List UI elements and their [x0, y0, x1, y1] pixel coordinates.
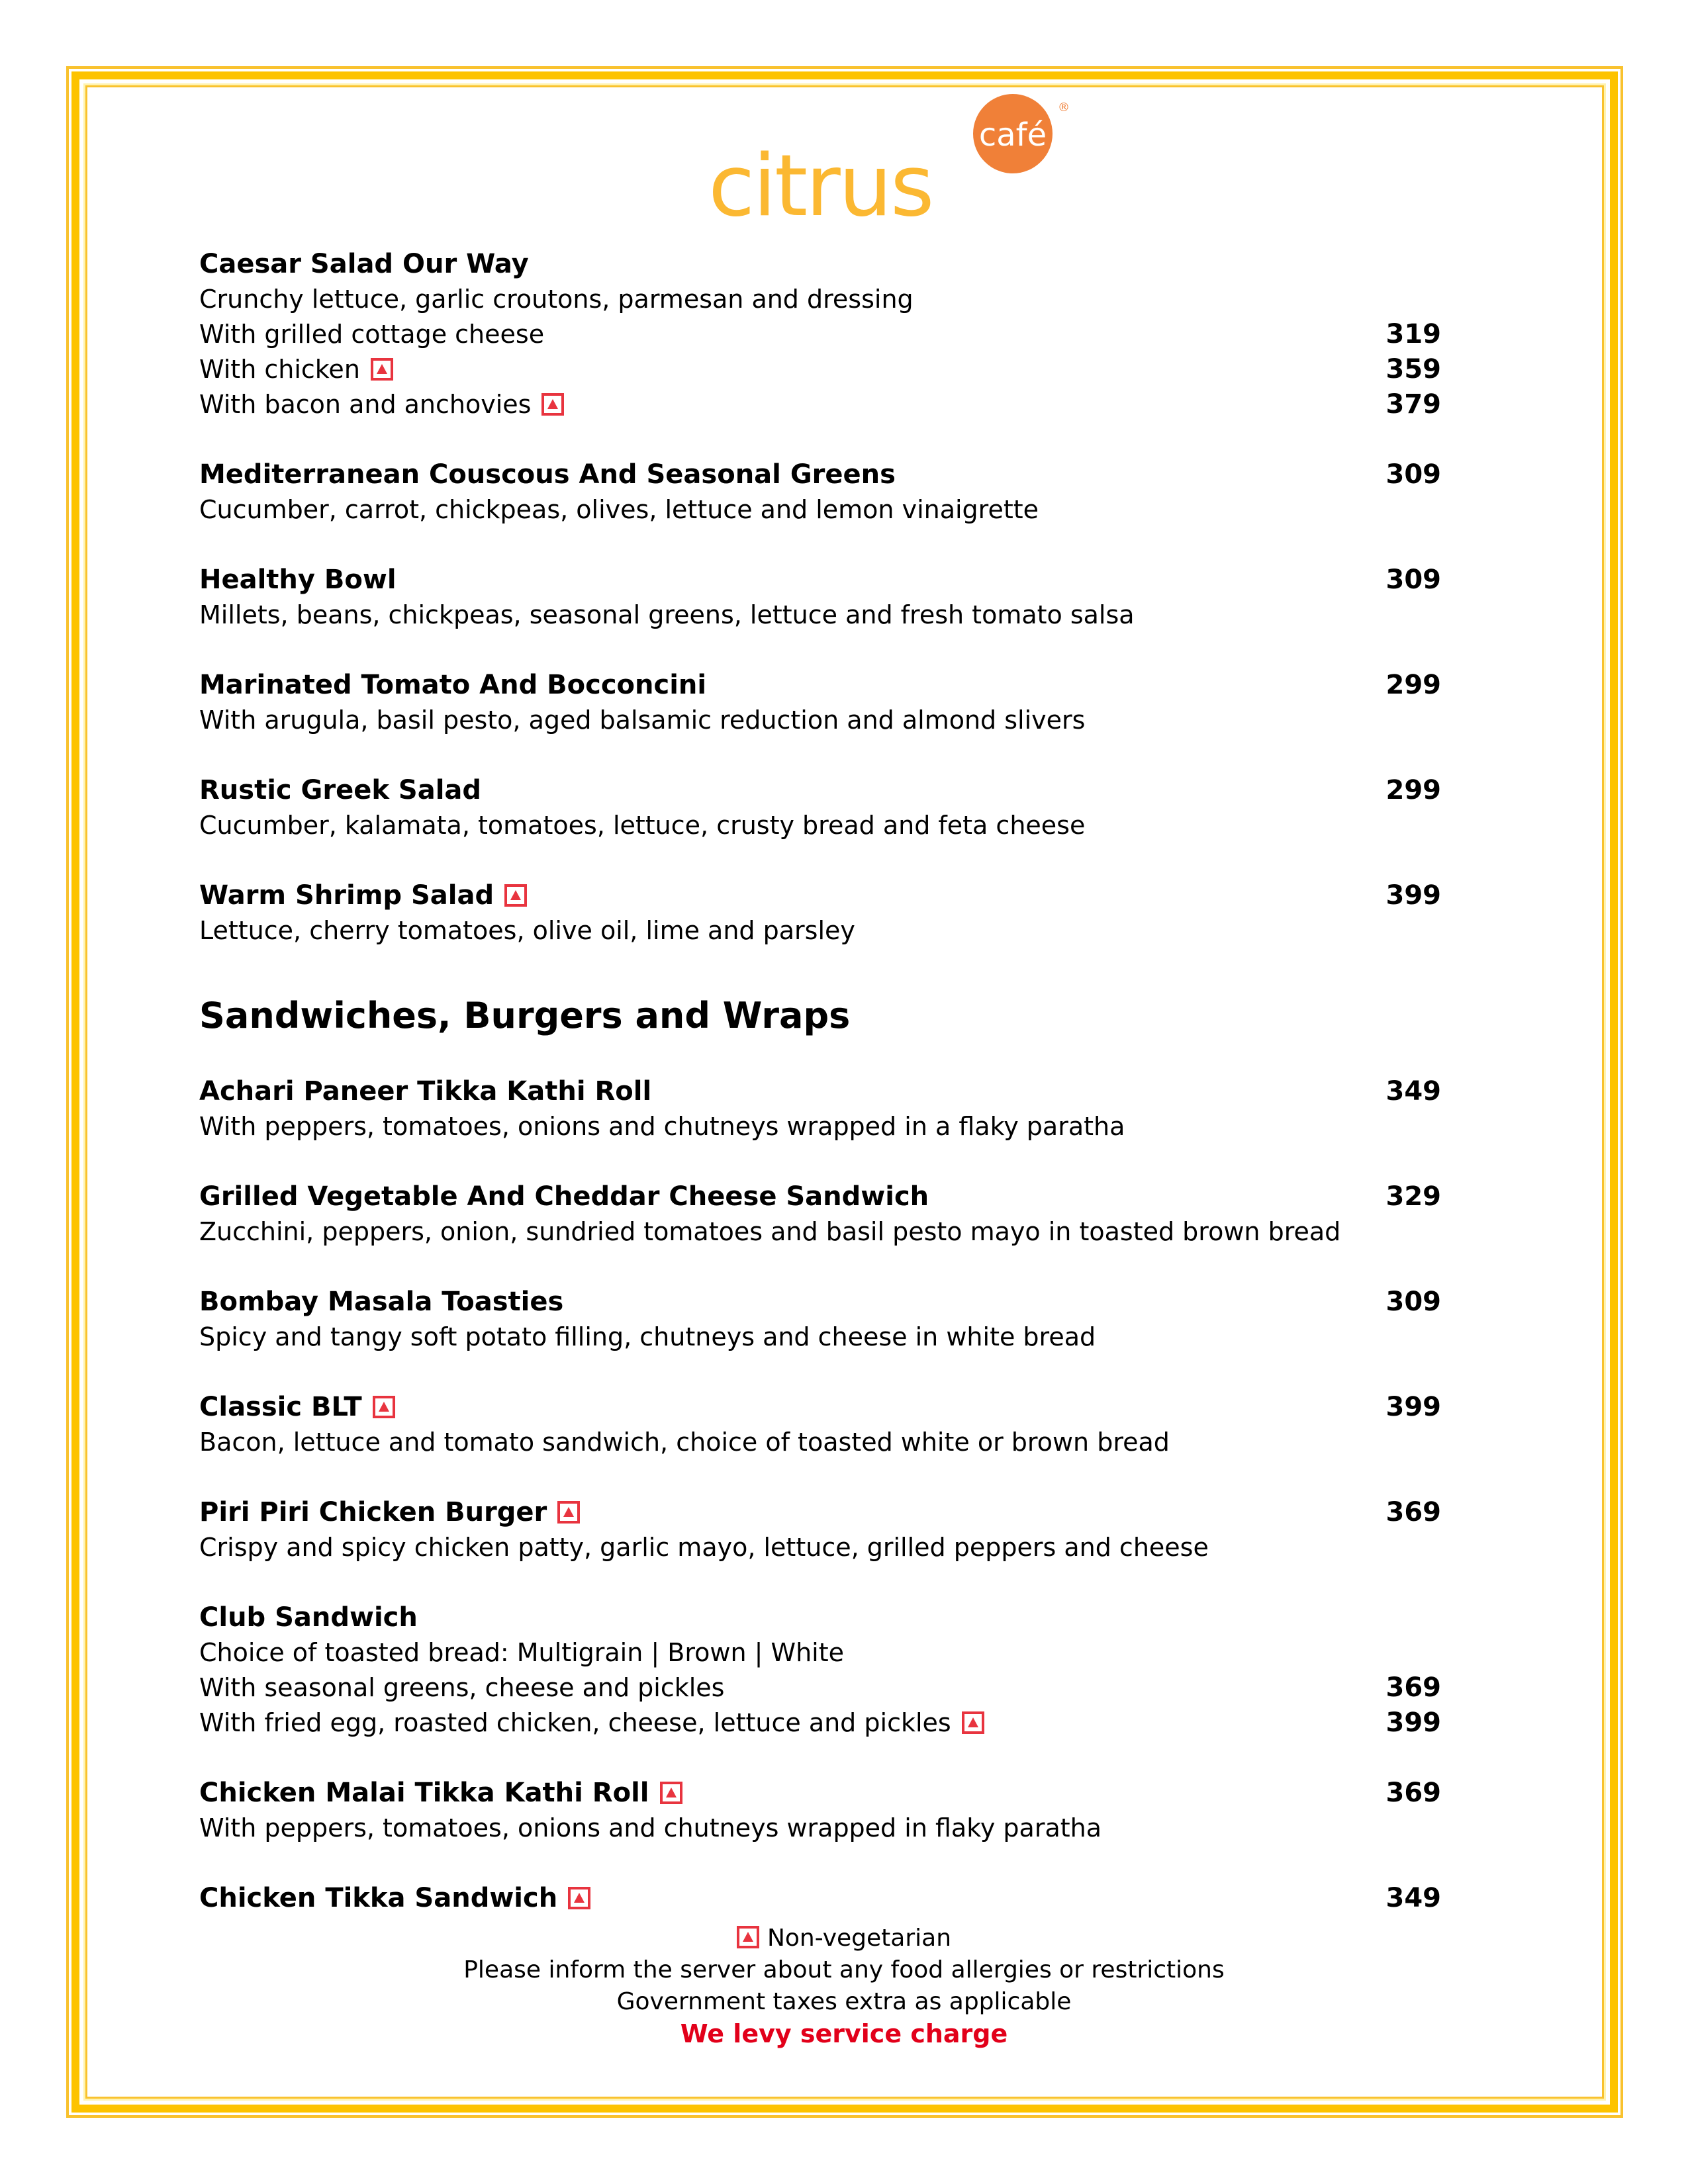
item-price: 309	[1385, 1287, 1441, 1317]
item-name: Grilled Vegetable And Cheddar Cheese Sandwich	[199, 1181, 929, 1212]
item-name: Caesar Salad Our Way	[199, 249, 529, 279]
menu-item	[199, 247, 1441, 422]
menu-item	[199, 1881, 1441, 1916]
item-title-line	[199, 1179, 1441, 1214]
item-detail-line	[199, 1109, 1441, 1144]
item-price: 399	[1385, 1707, 1441, 1738]
non-veg-icon	[504, 884, 527, 907]
item-detail-line	[199, 1425, 1441, 1460]
item-detail-line	[199, 1670, 1441, 1706]
menu-item	[199, 668, 1441, 738]
item-title-line	[199, 1600, 1441, 1635]
item-detail-line	[199, 317, 1441, 352]
item-description: Lettuce, cherry tomatoes, olive oil, lime and parsley	[199, 916, 855, 945]
item-name: Rustic Greek Salad	[199, 775, 482, 805]
item-description: With chicken	[199, 355, 360, 384]
item-detail-line	[199, 1530, 1441, 1565]
item-name: Chicken Malai Tikka Kathi Roll	[199, 1778, 649, 1808]
item-name: Bombay Masala Toasties	[199, 1287, 564, 1317]
menu-item	[199, 1495, 1441, 1565]
item-price: 399	[1385, 1392, 1441, 1422]
non-veg-icon	[541, 393, 564, 416]
non-veg-icon	[962, 1711, 984, 1734]
item-detail-line	[199, 598, 1441, 633]
item-detail-line	[199, 492, 1441, 527]
item-description: Bacon, lettuce and tomato sandwich, choice of toasted white or brown bread	[199, 1428, 1170, 1457]
item-description: With seasonal greens, cheese and pickles	[199, 1673, 725, 1702]
item-price: 369	[1385, 1778, 1441, 1808]
item-description: Crunchy lettuce, garlic croutons, parmesan and dressing	[199, 285, 914, 314]
item-detail-line	[199, 808, 1441, 843]
section-title: Sandwiches, Burgers and Wraps	[199, 995, 851, 1036]
item-name: Marinated Tomato And Bocconcini	[199, 670, 707, 700]
item-detail-line	[199, 1320, 1441, 1355]
item-title-line	[199, 1495, 1441, 1530]
item-title-line	[199, 878, 1441, 913]
menu-item	[199, 1600, 1441, 1741]
menu-item	[199, 457, 1441, 527]
citrus-cafe-logo	[708, 93, 1079, 225]
item-title-line	[199, 247, 1441, 282]
item-description: Crispy and spicy chicken patty, garlic mayo, lettuce, grilled peppers and cheese	[199, 1533, 1209, 1562]
non-veg-icon	[371, 358, 393, 381]
item-detail-line	[199, 1214, 1441, 1250]
item-description: Choice of toasted bread: Multigrain | Brown | White	[199, 1638, 845, 1667]
menu-footer	[0, 1923, 1688, 2050]
item-description: Cucumber, carrot, chickpeas, olives, lettuce and lemon vinaigrette	[199, 495, 1039, 524]
item-detail-line	[199, 352, 1441, 387]
item-description: Spicy and tangy soft potato filling, chutneys and cheese in white bread	[199, 1322, 1096, 1351]
item-price: 319	[1385, 319, 1441, 349]
item-price: 299	[1385, 670, 1441, 700]
item-name: Chicken Tikka Sandwich	[199, 1883, 558, 1913]
item-detail-line	[199, 282, 1441, 317]
allergy-note: Please inform the server about any food allergies or restrictions	[463, 1956, 1225, 1983]
item-name: Club Sandwich	[199, 1602, 418, 1633]
item-description: With grilled cottage cheese	[199, 320, 545, 349]
item-title-line	[199, 1074, 1441, 1109]
menu-item	[199, 1776, 1441, 1846]
item-title-line	[199, 1285, 1441, 1320]
item-description: Zucchini, peppers, onion, sundried tomatoes and basil pesto mayo in toasted brown bread	[199, 1217, 1341, 1246]
item-price: 359	[1385, 354, 1441, 385]
svg-text:®: ®	[1058, 101, 1070, 114]
non-veg-icon	[660, 1782, 682, 1804]
item-price: 309	[1385, 565, 1441, 595]
item-description: With peppers, tomatoes, onions and chutneys wrapped in a flaky paratha	[199, 1112, 1125, 1141]
non-veg-icon	[557, 1501, 580, 1524]
non-veg-icon	[568, 1887, 590, 1909]
item-title-line	[199, 668, 1441, 703]
item-price: 369	[1385, 1672, 1441, 1703]
item-price: 349	[1385, 1883, 1441, 1913]
item-description: With peppers, tomatoes, onions and chutneys wrapped in flaky paratha	[199, 1813, 1102, 1843]
menu-item	[199, 1179, 1441, 1250]
legend-label: Non-vegetarian	[767, 1925, 952, 1952]
non-veg-icon	[737, 1926, 759, 1948]
item-name: Warm Shrimp Salad	[199, 880, 494, 911]
item-title-line	[199, 1776, 1441, 1811]
non-veg-icon	[373, 1396, 395, 1418]
menu-item	[199, 563, 1441, 633]
svg-text:café: café	[978, 116, 1047, 154]
item-detail-line	[199, 1706, 1441, 1741]
item-price: 379	[1385, 389, 1441, 420]
item-description: With arugula, basil pesto, aged balsamic reduction and almond slivers	[199, 705, 1086, 735]
menu-item	[199, 878, 1441, 948]
item-price: 399	[1385, 880, 1441, 911]
item-detail-line	[199, 1811, 1441, 1846]
menu-item	[199, 1074, 1441, 1144]
item-price: 299	[1385, 775, 1441, 805]
item-title-line	[199, 773, 1441, 808]
menu-item	[199, 1390, 1441, 1460]
tax-note: Government taxes extra as applicable	[616, 1988, 1072, 2015]
item-description: With fried egg, roasted chicken, cheese, lettuce and pickles	[199, 1708, 951, 1737]
item-title-line	[199, 1881, 1441, 1916]
item-price: 369	[1385, 1497, 1441, 1527]
item-name: Achari Paneer Tikka Kathi Roll	[199, 1076, 652, 1107]
service-charge-note: We levy service charge	[680, 2019, 1008, 2048]
item-detail-line	[199, 703, 1441, 738]
item-detail-line	[199, 913, 1441, 948]
item-price: 349	[1385, 1076, 1441, 1107]
svg-text:citrus: citrus	[708, 137, 933, 225]
item-name: Healthy Bowl	[199, 565, 397, 595]
item-description: Cucumber, kalamata, tomatoes, lettuce, crusty bread and feta cheese	[199, 811, 1086, 840]
item-detail-line	[199, 387, 1441, 422]
item-name: Classic BLT	[199, 1392, 362, 1422]
item-title-line	[199, 1390, 1441, 1425]
item-name: Piri Piri Chicken Burger	[199, 1497, 547, 1527]
menu-item	[199, 773, 1441, 843]
item-description: With bacon and anchovies	[199, 390, 532, 419]
menu-item	[199, 1285, 1441, 1355]
item-price: 309	[1385, 459, 1441, 490]
menu-content	[199, 247, 1441, 1916]
item-title-line	[199, 457, 1441, 492]
item-price: 329	[1385, 1181, 1441, 1212]
item-title-line	[199, 563, 1441, 598]
item-description: Millets, beans, chickpeas, seasonal greens, lettuce and fresh tomato salsa	[199, 600, 1135, 629]
item-name: Mediterranean Couscous And Seasonal Greens	[199, 459, 896, 490]
sandwiches-list	[199, 1074, 1441, 1916]
item-detail-line	[199, 1635, 1441, 1670]
salads-list	[199, 247, 1441, 948]
